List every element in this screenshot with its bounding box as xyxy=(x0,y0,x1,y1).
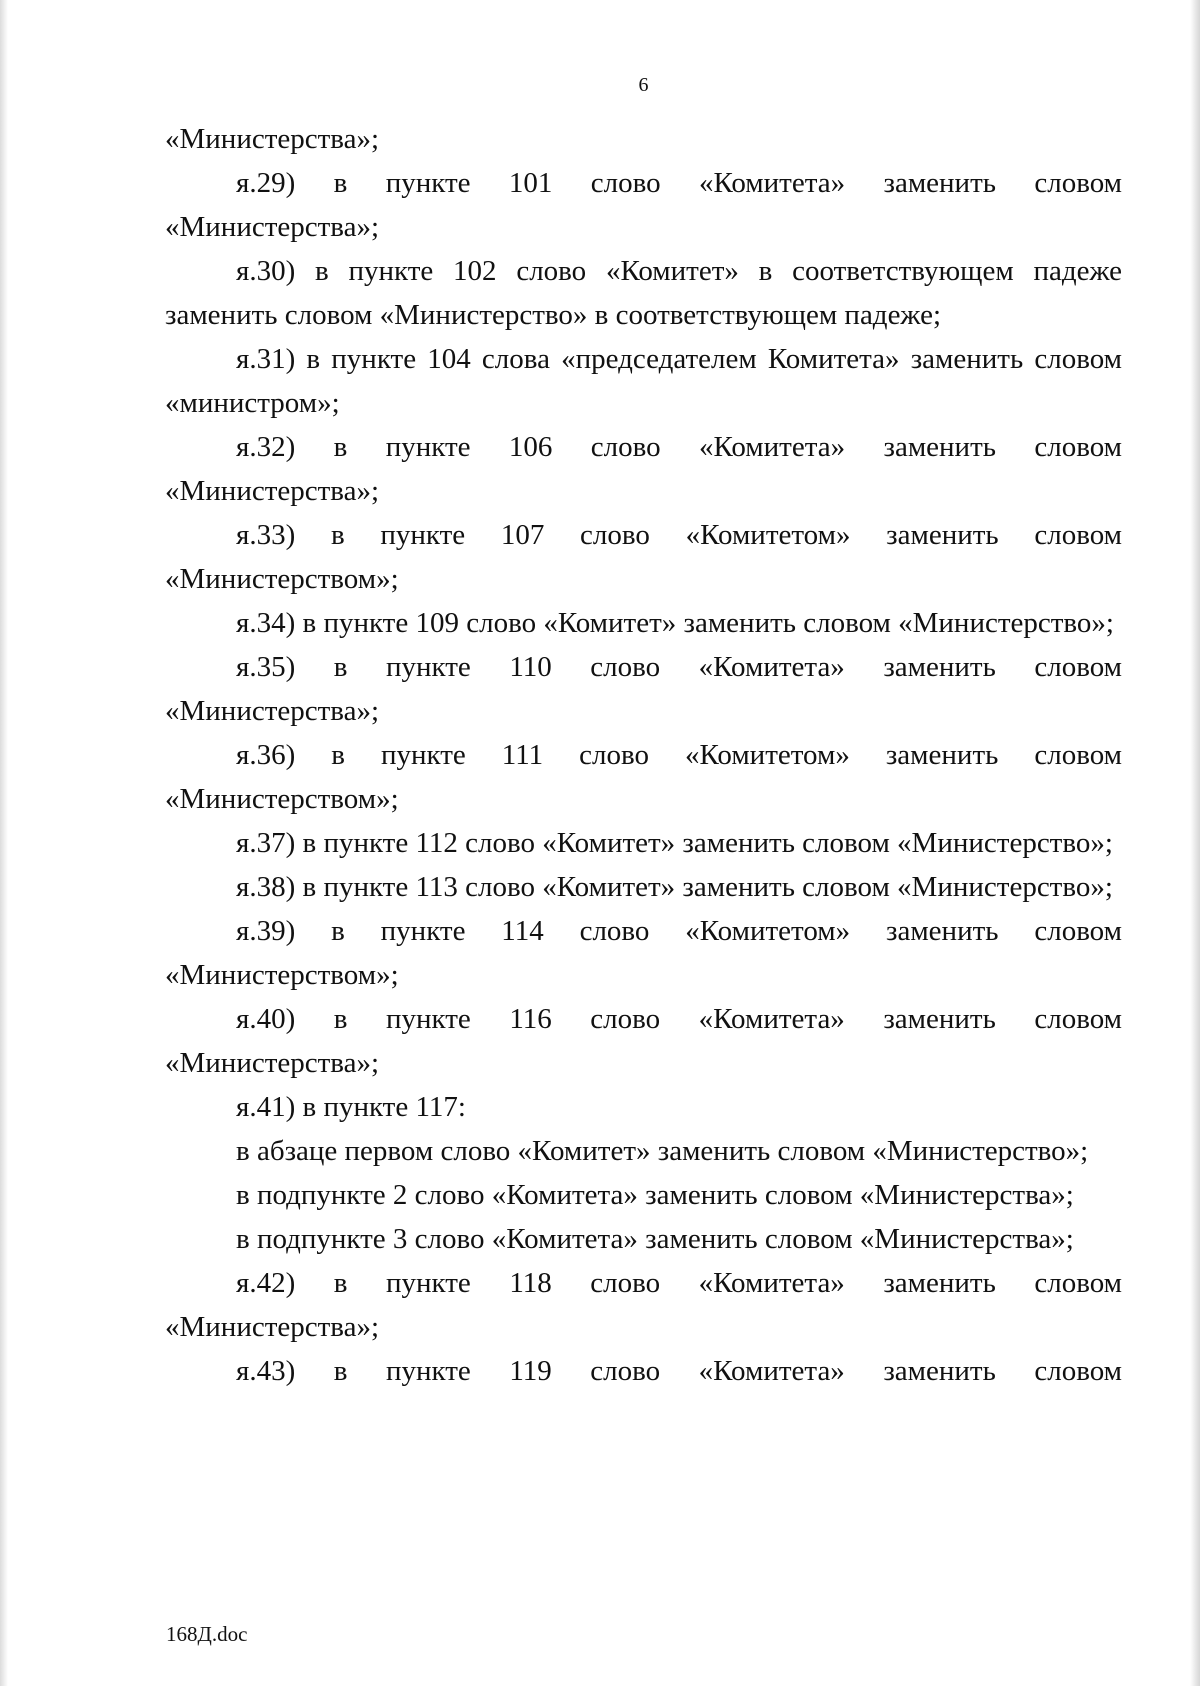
scan-edge-right xyxy=(1190,0,1200,1686)
paragraph: я.42) в пункте 118 слово «Комитета» заменить словом «Министерства»; xyxy=(165,1267,1122,1343)
paragraph: в абзаце первом слово «Комитет» заменить словом «Министерство»; xyxy=(236,1135,1089,1167)
paragraph: «Министерства»; xyxy=(165,123,380,155)
paragraph: я.34) в пункте 109 слово «Комитет» заменить словом «Министерство»; xyxy=(236,607,1114,639)
scan-edge-left xyxy=(0,0,8,1686)
paragraph: я.31) в пункте 104 слова «председателем Комитета» заменить словом «министром»; xyxy=(165,343,1122,419)
paragraph: я.36) в пункте 111 слово «Комитетом» заменить словом «Министерством»; xyxy=(165,739,1122,815)
paragraph: я.32) в пункте 106 слово «Комитета» заменить словом «Министерства»; xyxy=(165,431,1122,507)
paragraph: я.30) в пункте 102 слово «Комитет» в соответствующем падеже заменить словом «Министерство» в соответствующем падеже; xyxy=(165,255,1122,331)
paragraph: я.35) в пункте 110 слово «Комитета» заменить словом «Министерства»; xyxy=(165,651,1122,727)
paragraph: я.41) в пункте 117: xyxy=(236,1091,466,1123)
document-body xyxy=(165,117,1122,1393)
paragraph: я.38) в пункте 113 слово «Комитет» заменить словом «Министерство»; xyxy=(236,871,1113,903)
paragraph: я.37) в пункте 112 слово «Комитет» заменить словом «Министерство»; xyxy=(236,827,1113,859)
paragraph: я.33) в пункте 107 слово «Комитетом» заменить словом «Министерством»; xyxy=(165,519,1122,595)
paragraph: в подпункте 2 слово «Комитета» заменить словом «Министерства»; xyxy=(236,1179,1074,1211)
paragraph: я.29) в пункте 101 слово «Комитета» заменить словом «Министерства»; xyxy=(165,167,1122,243)
paragraph: я.40) в пункте 116 слово «Комитета» заменить словом «Министерства»; xyxy=(165,1003,1122,1079)
footer-filename: 168Д.doc xyxy=(166,1622,248,1646)
paragraph: я.39) в пункте 114 слово «Комитетом» заменить словом «Министерством»; xyxy=(165,915,1122,991)
page-number: 6 xyxy=(638,74,649,96)
paragraph: в подпункте 3 слово «Комитета» заменить словом «Министерства»; xyxy=(236,1223,1074,1255)
paragraph: я.43) в пункте 119 слово «Комитета» заменить словом xyxy=(236,1355,1122,1387)
